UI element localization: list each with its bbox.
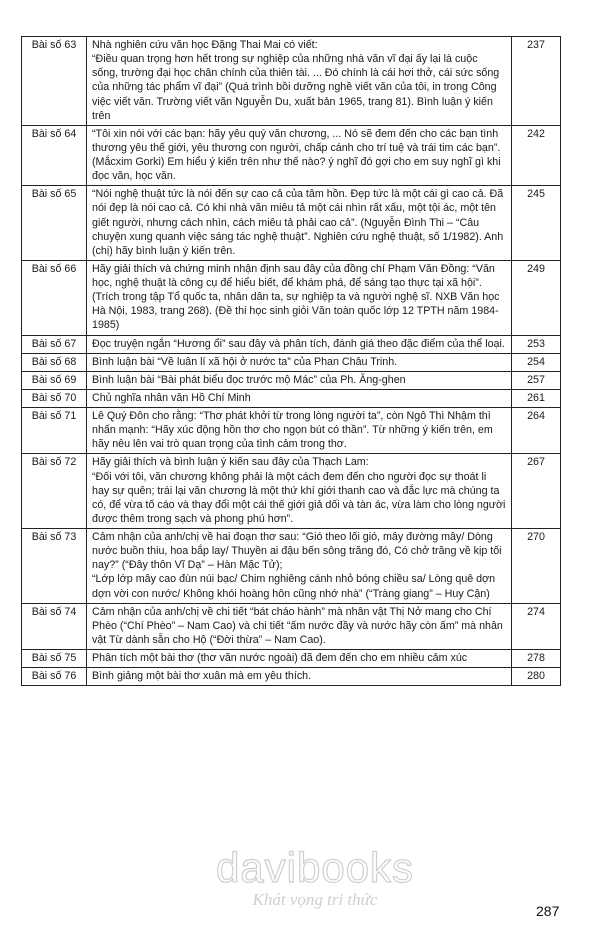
lesson-number: Bài số 69 bbox=[22, 371, 87, 389]
page-number: 287 bbox=[536, 903, 560, 919]
table-row bbox=[22, 353, 561, 371]
lesson-page-number: 267 bbox=[512, 454, 561, 529]
description-paragraph: Hãy giải thích và bình luận ý kiến sau đây của Thạch Lam: bbox=[92, 456, 369, 469]
lesson-number: Bài số 74 bbox=[22, 603, 87, 649]
table-row bbox=[22, 408, 561, 454]
lesson-page-number: 280 bbox=[512, 668, 561, 686]
description-paragraph: Bình giảng một bài thơ xuân mà em yêu thích. bbox=[92, 670, 312, 683]
description-paragraph: Cảm nhận của anh/chị về hai đoạn thơ sau: “Gió theo lối gió, mây đường mây/ Dòng nước buồn thiu, hoa bắp lay/ Thuyền ai đậu bến sông trăng đó, Có chở trăng về kịp tối nay?” (“Đây thôn Vĩ Dạ” – Hàn Mặc Tử); bbox=[92, 531, 502, 572]
watermark-brand: davibooks bbox=[215, 844, 415, 891]
lesson-number: Bài số 73 bbox=[22, 529, 87, 604]
description-paragraph: Bình luận bài “Bài phát biểu đọc trước mộ Mác” của Ph. Ăng-ghen bbox=[92, 373, 406, 386]
lesson-page-number: 245 bbox=[512, 186, 561, 261]
description-paragraph: “Đối với tôi, văn chương không phải là một cách đem đến cho người đọc sự thoát li hay sự quên; trái lại văn chương là một thứ khí giới thanh cao và đắc lực mà chúng ta có, để vừa tố cáo và thay đổi một cái thế giới giả dối và tàn ác, vừa làm cho lòng người được thêm trong sạch và phong phú hơn”. bbox=[92, 470, 506, 525]
description-paragraph: “Nói nghệ thuật tức là nói đến sự cao cả của tâm hồn. Đẹp tức là một cái gì cao cả. Đã nói đẹp là nói cao cả. Có khi nhà văn miêu tả một cái nhìn rất xấu, một tội ác, một tên giết người, nhưng cách nhìn, cách miêu tả phải cao cả”. (Nguyễn Đình Thi – “Câu chuyện xung quanh việc sáng tác nghệ thuật”. Nghiên cứu nghệ thuật, số 1/1982). Anh (chị) hãy bình luận ý kiến trên. bbox=[92, 188, 504, 257]
contents-table bbox=[21, 36, 561, 686]
lesson-page-number: 278 bbox=[512, 650, 561, 668]
lesson-description bbox=[87, 186, 512, 261]
lesson-page-number: 237 bbox=[512, 37, 561, 126]
table-row bbox=[22, 650, 561, 668]
watermark-svg bbox=[165, 842, 465, 912]
lesson-description bbox=[87, 353, 512, 371]
lesson-description bbox=[87, 125, 512, 186]
contents-table-body bbox=[22, 37, 561, 686]
lesson-page-number: 274 bbox=[512, 603, 561, 649]
description-paragraph: Lê Quý Đôn cho rằng: “Thơ phát khởi từ trong lòng người ta”, còn Ngô Thì Nhậm thì nhấn mạnh: “Hãy xúc động hồn thơ cho ngọn bút có thần”. Từ những ý kiến trên, em hãy nêu lên vai trò quan trọng của tình cảm trong thơ. bbox=[92, 410, 493, 451]
table-row bbox=[22, 371, 561, 389]
lesson-page-number: 264 bbox=[512, 408, 561, 454]
description-paragraph: Đọc truyện ngắn “Hương ổi” sau đây và phân tích, đánh giá theo đặc điểm của thể loại. bbox=[92, 337, 505, 350]
lesson-page-number: 270 bbox=[512, 529, 561, 604]
lesson-number: Bài số 76 bbox=[22, 668, 87, 686]
table-row bbox=[22, 260, 561, 335]
table-row bbox=[22, 603, 561, 649]
lesson-number: Bài số 65 bbox=[22, 186, 87, 261]
description-paragraph: Cảm nhận của anh/chị về chi tiết “bát cháo hành” mà nhân vật Thị Nở mang cho Chí Phèo (“Chí Phèo” – Nam Cao) và chi tiết “ấm nước đầy và nước hãy còn ấm” mà nhân vật Từ dành sẵn cho Hộ (“Đời thừa” – Nam Cao). bbox=[92, 605, 503, 646]
description-paragraph: Nhà nghiên cứu văn học Đặng Thai Mai có viết: bbox=[92, 39, 318, 51]
table-row bbox=[22, 389, 561, 407]
lesson-page-number: 242 bbox=[512, 125, 561, 186]
publisher-watermark-logo bbox=[165, 842, 465, 912]
lesson-number: Bài số 71 bbox=[22, 408, 87, 454]
table-row bbox=[22, 668, 561, 686]
lesson-description bbox=[87, 529, 512, 604]
lesson-number: Bài số 75 bbox=[22, 650, 87, 668]
lesson-description bbox=[87, 408, 512, 454]
lesson-description bbox=[87, 371, 512, 389]
lesson-description bbox=[87, 603, 512, 649]
lesson-number: Bài số 63 bbox=[22, 37, 87, 126]
description-paragraph: Chủ nghĩa nhân văn Hồ Chí Minh bbox=[92, 391, 251, 404]
lesson-number: Bài số 66 bbox=[22, 260, 87, 335]
description-paragraph: “Điều quan trọng hơn hết trong sự nghiệp của những nhà văn vĩ đại ấy lại là cuộc sống, trường đại học chân chính của thiên tài. ... Đó chính là cái hơi thở, cái sức sống của những tác phẩm vĩ đại” (Quá trình bồi dưỡng nghề viết văn của tôi, in trong Công việc viết văn. Trường viết văn Nguyễn Du, xuất bản 1965, trang 81). Bình luận ý kiến trên bbox=[92, 53, 500, 122]
watermark-slogan: Khát vọng tri thức bbox=[252, 890, 378, 909]
lesson-description bbox=[87, 260, 512, 335]
lesson-page-number: 257 bbox=[512, 371, 561, 389]
lesson-description bbox=[87, 668, 512, 686]
lesson-description bbox=[87, 335, 512, 353]
lesson-description bbox=[87, 37, 512, 126]
description-paragraph: “Tôi xin nói với các bạn: hãy yêu quý văn chương, ... Nó sẽ đem đến cho các bạn tình thương yêu thế giới, yêu thương con người, chấp cánh cho trí tuệ và trái tim các bạn”. (Mắcxim Gorki) Em hiểu ý kiến trên như thế nào? ý nghĩ đó gợi cho em suy nghĩ gì khi đọc văn, học văn. bbox=[92, 127, 501, 183]
table-row bbox=[22, 37, 561, 126]
lesson-number: Bài số 64 bbox=[22, 125, 87, 186]
table-row bbox=[22, 335, 561, 353]
description-paragraph: Phân tích một bài thơ (thơ văn nước ngoài) đã đem đến cho em nhiều cảm xúc bbox=[92, 652, 468, 664]
description-paragraph: Bình luận bài “Về luân lí xã hội ở nước ta” của Phan Châu Trinh. bbox=[92, 355, 398, 368]
lesson-page-number: 249 bbox=[512, 260, 561, 335]
table-row bbox=[22, 186, 561, 261]
lesson-description bbox=[87, 389, 512, 407]
description-paragraph: “Lớp lớp mây cao đùn núi bạc/ Chim nghiêng cánh nhỏ bóng chiều sa/ Lòng quê dợn dợn vời con nước/ Không khói hoàng hôn cũng nhớ nhà” (“Tràng giang” – Huy Cận) bbox=[92, 573, 496, 600]
lesson-number: Bài số 70 bbox=[22, 389, 87, 407]
lesson-page-number: 261 bbox=[512, 389, 561, 407]
description-paragraph: Hãy giải thích và chứng minh nhận định sau đây của đồng chí Phạm Văn Đồng: “Văn học, nghệ thuật là công cụ để hiểu biết, để khám phá, để sáng tạo thực tại xã hội”. (Trích trong tập Tổ quốc ta, nhân dân ta, sự nghiệp ta và người nghệ sĩ. NXB Văn học Hà Nội, 1983, trang 268). (Đề thi học sinh giỏi Văn toàn quốc lớp 12 TPTH năm 1984-1985) bbox=[92, 262, 500, 332]
table-row bbox=[22, 454, 561, 529]
lesson-page-number: 254 bbox=[512, 353, 561, 371]
lesson-description bbox=[87, 454, 512, 529]
table-row bbox=[22, 529, 561, 604]
table-row bbox=[22, 125, 561, 186]
lesson-page-number: 253 bbox=[512, 335, 561, 353]
lesson-description bbox=[87, 650, 512, 668]
lesson-number: Bài số 72 bbox=[22, 454, 87, 529]
lesson-number: Bài số 68 bbox=[22, 353, 87, 371]
lesson-number: Bài số 67 bbox=[22, 335, 87, 353]
